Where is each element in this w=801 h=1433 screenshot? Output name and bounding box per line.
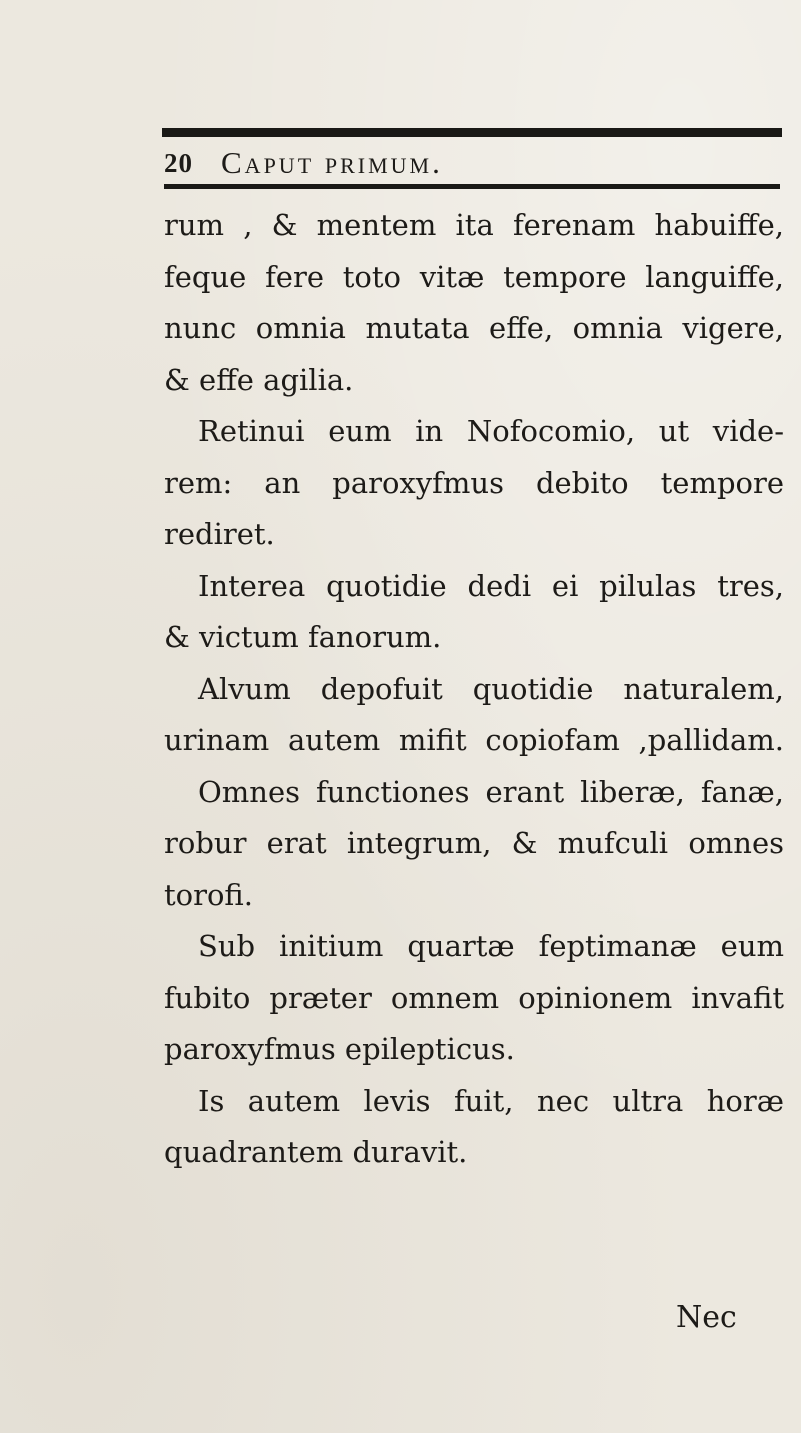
text-line: Omnes functiones erant liberæ, fanæ, [198, 774, 784, 809]
text-line: urinam autem mifit copiofam ,pallidam. [164, 723, 784, 757]
text-line: & effe agilia. [164, 362, 354, 397]
text-line: quadrantem duravit. [164, 1135, 468, 1169]
text-line: robur erat integrum, & mufculi omnes [164, 826, 784, 860]
text-line: feque fere toto vitæ tempore languiffe, [164, 259, 784, 294]
text-line: Is autem levis fuit, nec ultra horæ [198, 1083, 784, 1118]
running-title: Caput primum. [221, 145, 443, 180]
page-number: 20 [164, 147, 193, 178]
text-line: Sub initium quartæ feptimanæ eum [198, 929, 784, 963]
text-line: Interea quotidie dedi ei pilulas tres, [198, 568, 784, 603]
text-line: rediret. [164, 517, 275, 551]
text-line: paroxyfmus epilepticus. [164, 1032, 515, 1066]
catchword: Nec [676, 1300, 737, 1335]
text-line: torofi. [164, 877, 253, 912]
text-line: & victum fanorum. [164, 620, 442, 654]
running-head [164, 143, 780, 183]
text-line: nunc omnia mutata effe, omnia vigere, [164, 311, 784, 345]
body-text [164, 200, 784, 1179]
header-rule-top [162, 128, 782, 137]
text-line: Alvum depofuit quotidie naturalem, [198, 671, 784, 706]
header-rule-bottom [164, 184, 780, 189]
text-line: rem: an paroxyfmus debito tempore [164, 465, 784, 500]
text-line: Retinui eum in Nofocomio, ut vide- [198, 414, 784, 448]
text-line: fubito præter omnem opinionem invafit [164, 980, 784, 1015]
text-line: rum , & mentem ita ferenam habuiffe, [164, 208, 784, 242]
